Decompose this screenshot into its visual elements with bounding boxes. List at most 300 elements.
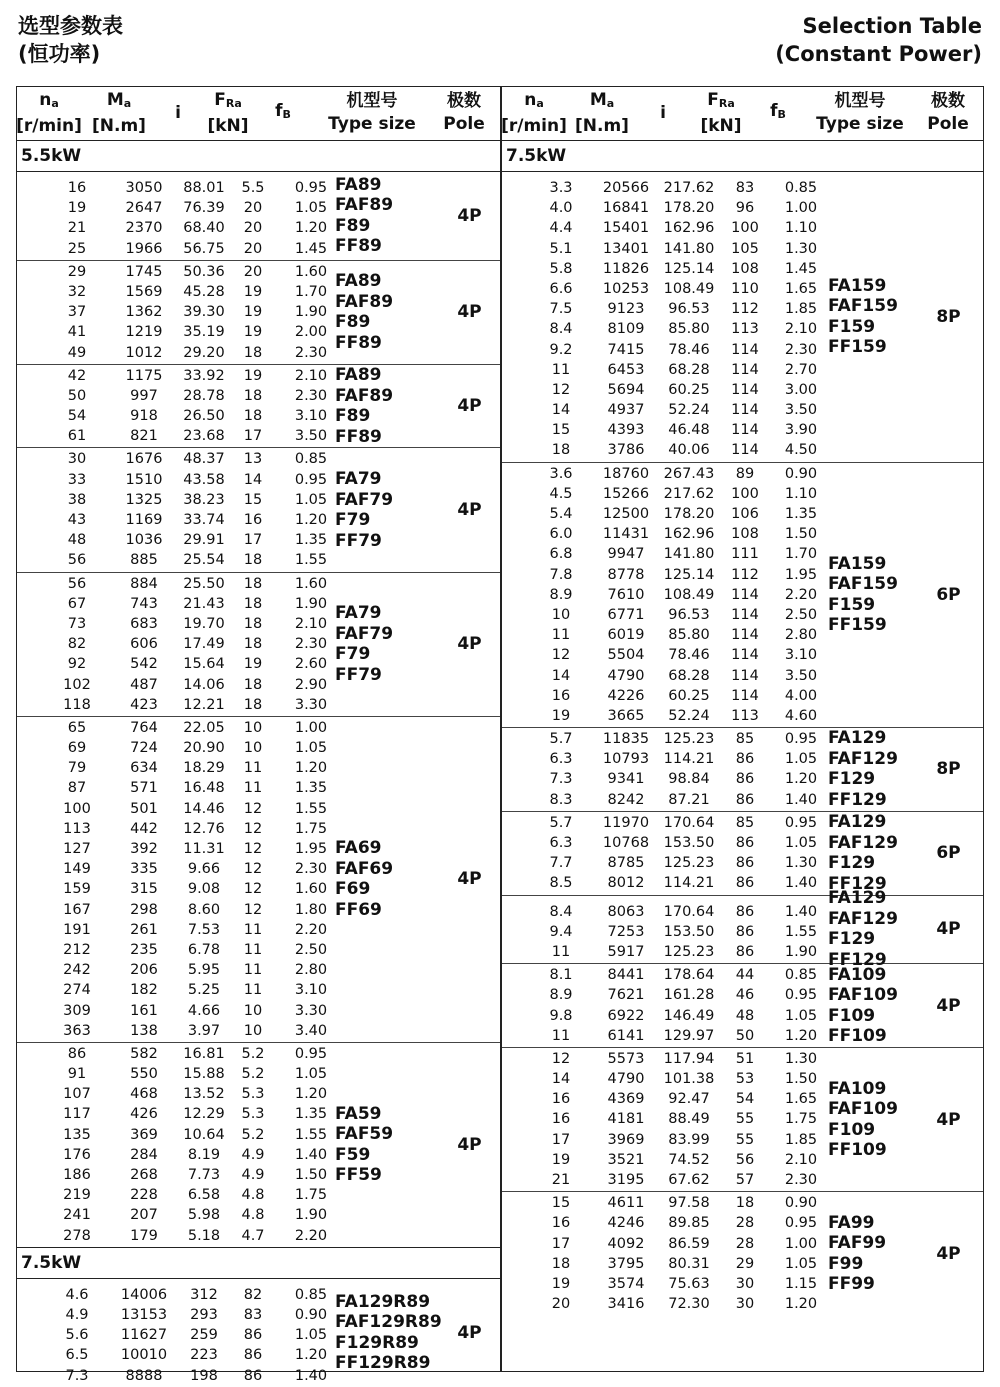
- speed-value: 21: [551, 1172, 571, 1188]
- ratio-value: 293: [190, 1306, 218, 1323]
- radial-load-value: 83: [735, 180, 755, 196]
- torque-value: 8063: [607, 903, 645, 920]
- service-factor-value: 3.40: [294, 1022, 328, 1039]
- type-size: FF129R89: [335, 1353, 431, 1374]
- type-size: FAF159: [828, 574, 898, 595]
- table-row: [17, 859, 500, 879]
- ratio-value: 217.62: [663, 180, 715, 196]
- col-ma-unit: [N.m]: [575, 115, 629, 136]
- model-group: [502, 1048, 983, 1192]
- torque-value: 6922: [607, 1007, 645, 1024]
- col-pole: [918, 86, 978, 140]
- ratio-value: 6.78: [187, 941, 221, 958]
- service-factor-value: 2.00: [294, 324, 328, 341]
- col-pole-label: [447, 90, 481, 113]
- service-factor-value: 1.90: [294, 595, 328, 612]
- torque-value: 298: [130, 901, 158, 918]
- radial-load-value: 100: [731, 485, 759, 502]
- table-row: [17, 920, 500, 940]
- ratio-value: 50.36: [183, 263, 225, 280]
- col-type: [322, 86, 422, 140]
- group-rows: [17, 718, 500, 1041]
- table-header: [17, 86, 500, 141]
- torque-value: 1966: [125, 240, 163, 257]
- service-factor-value: 1.00: [294, 719, 328, 736]
- torque-value: 542: [130, 656, 158, 673]
- service-factor-value: 2.90: [294, 676, 328, 693]
- ratio-value: 178.64: [663, 967, 715, 984]
- type-size-list: [335, 261, 393, 364]
- speed-value: 3.6: [549, 465, 573, 482]
- radial-load-value: 30: [735, 1275, 755, 1292]
- torque-value: 3050: [125, 180, 163, 196]
- table-row: [17, 343, 500, 363]
- torque-value: 182: [130, 982, 158, 999]
- radial-load-value: 51: [735, 1050, 755, 1067]
- torque-value: 442: [130, 820, 158, 837]
- speed-value: 16: [551, 1091, 571, 1108]
- table-row: [502, 218, 983, 238]
- pole-count: 4P: [936, 919, 961, 940]
- ratio-value: 33.74: [183, 512, 225, 528]
- torque-value: 4181: [607, 1111, 645, 1128]
- service-factor-value: 2.20: [294, 921, 328, 938]
- ratio-value: 38.23: [183, 491, 225, 508]
- torque-value: 161: [130, 1002, 158, 1019]
- radial-load-value: 114: [731, 687, 759, 704]
- table-row: [502, 1069, 983, 1089]
- type-size: F99: [828, 1253, 864, 1274]
- speed-value: 12: [551, 647, 571, 664]
- torque-value: 821: [130, 428, 158, 445]
- table-row: [17, 262, 500, 282]
- service-factor-value: 1.35: [294, 532, 328, 549]
- speed-value: 5.6: [65, 1327, 89, 1344]
- table-row: [502, 279, 983, 299]
- ratio-value: 56.75: [183, 240, 225, 257]
- service-factor-value: 1.65: [784, 280, 818, 297]
- col-fb-label: [770, 100, 786, 126]
- speed-value: 8.1: [549, 967, 573, 984]
- ratio-value: 92.47: [668, 1091, 710, 1108]
- col-type-label: [835, 90, 886, 113]
- type-size: FF109: [828, 1140, 887, 1161]
- table-row: [17, 1145, 500, 1165]
- speed-value: 6.6: [549, 280, 573, 297]
- ratio-value: 7.53: [187, 921, 221, 938]
- radial-load-value: 114: [731, 647, 759, 664]
- speed-value: 8.5: [549, 875, 573, 892]
- table-row: [17, 960, 500, 980]
- radial-load-value: 114: [731, 606, 759, 623]
- table-row: [17, 510, 500, 530]
- ratio-value: 162.96: [663, 526, 715, 543]
- ratio-value: 25.50: [183, 575, 225, 592]
- radial-load-value: 4.8: [241, 1207, 265, 1224]
- ratio-value: 312: [190, 1286, 218, 1303]
- torque-value: 4611: [607, 1195, 645, 1212]
- type-size-list: [335, 1279, 442, 1387]
- pole-count: 4P: [457, 1322, 482, 1343]
- type-size: FF129: [828, 873, 887, 894]
- radial-load-value: 12: [243, 861, 263, 878]
- table-row: [502, 360, 983, 380]
- table-row: [502, 1254, 983, 1274]
- torque-value: 5573: [607, 1050, 645, 1067]
- service-factor-value: 4.50: [784, 442, 818, 459]
- speed-value: 16: [551, 687, 571, 704]
- radial-load-value: 86: [735, 923, 755, 940]
- ratio-value: 125.23: [663, 731, 715, 748]
- col-fra: [695, 86, 747, 140]
- service-factor-value: 1.55: [784, 923, 818, 940]
- table-row: [502, 565, 983, 585]
- torque-value: 11970: [602, 814, 650, 831]
- table-row: [17, 1226, 500, 1246]
- speed-value: 92: [67, 656, 87, 673]
- radial-load-value: 12: [243, 800, 263, 817]
- torque-value: 764: [130, 719, 158, 736]
- table-row: [17, 282, 500, 302]
- radial-load-value: 46: [735, 987, 755, 1004]
- radial-load-value: 18: [243, 408, 263, 425]
- table-row: [17, 550, 500, 570]
- table-row: [502, 833, 983, 853]
- group-rows: [502, 464, 983, 726]
- radial-load-value: 12: [243, 820, 263, 837]
- service-factor-value: 1.95: [784, 566, 818, 583]
- table-row: [17, 406, 500, 426]
- col-fb-symbol: f: [275, 101, 283, 121]
- torque-value: 268: [130, 1167, 158, 1183]
- type-size: F159: [828, 594, 876, 615]
- speed-value: 91: [67, 1066, 87, 1083]
- service-factor-value: 1.45: [784, 260, 818, 277]
- table-row: [17, 695, 500, 715]
- service-factor-value: 1.70: [784, 546, 818, 563]
- speed-value: 61: [67, 428, 87, 445]
- col-na-symbol: n: [524, 89, 537, 110]
- torque-value: 6019: [607, 627, 645, 644]
- ratio-value: 25.54: [183, 552, 225, 569]
- service-factor-value: 1.50: [294, 1167, 328, 1183]
- radial-load-value: 86: [735, 875, 755, 892]
- radial-load-value: 20: [243, 220, 263, 237]
- pole-count: 4P: [936, 1109, 961, 1130]
- speed-value: 4.5: [549, 485, 573, 502]
- col-ratio-label: [660, 102, 666, 125]
- service-factor-value: 3.50: [784, 402, 818, 419]
- model-group: [17, 1279, 500, 1387]
- speed-value: 19: [551, 1151, 571, 1168]
- service-factor-value: 1.05: [784, 751, 818, 768]
- col-ma-subscript: a: [123, 96, 132, 110]
- speed-value: 113: [63, 820, 91, 837]
- service-factor-value: 1.30: [784, 240, 818, 257]
- pole-count: 4P: [457, 869, 482, 890]
- speed-value: 12: [551, 1050, 571, 1067]
- table-row: [17, 1205, 500, 1225]
- radial-load-value: 112: [731, 566, 759, 583]
- speed-value: 8.9: [549, 987, 573, 1004]
- radial-load-value: 18: [243, 387, 263, 404]
- ratio-value: 88.49: [668, 1111, 710, 1128]
- table-row: [502, 645, 983, 665]
- service-factor-value: 1.50: [784, 1071, 818, 1088]
- speed-value: 30: [67, 451, 87, 468]
- col-fra-unit: [kN]: [700, 115, 742, 136]
- ratio-value: 60.25: [668, 381, 710, 398]
- ratio-value: 74.52: [668, 1151, 710, 1168]
- col-pole: [432, 86, 496, 140]
- service-factor-value: 1.75: [294, 1187, 328, 1204]
- torque-value: 15266: [602, 485, 650, 502]
- ratio-value: 125.23: [663, 943, 715, 960]
- torque-value: 918: [130, 408, 158, 425]
- torque-value: 6141: [607, 1027, 645, 1044]
- speed-value: 69: [67, 740, 87, 757]
- radial-load-value: 5.2: [241, 1126, 265, 1143]
- speed-value: 14: [551, 1071, 571, 1088]
- type-size: FA159: [828, 275, 887, 296]
- radial-load-value: 10: [243, 1002, 263, 1019]
- ratio-value: 153.50: [663, 923, 715, 940]
- torque-value: 3195: [607, 1172, 645, 1188]
- ratio-value: 46.48: [668, 422, 710, 439]
- torque-value: 261: [130, 921, 158, 938]
- service-factor-value: 1.60: [294, 263, 328, 280]
- torque-value: 1569: [125, 283, 163, 300]
- ratio-value: 7.73: [187, 1167, 221, 1183]
- speed-value: 15: [551, 1195, 571, 1212]
- ratio-value: 129.97: [663, 1027, 715, 1044]
- service-factor-value: 4.00: [784, 687, 818, 704]
- ratio-value: 97.58: [668, 1195, 710, 1212]
- ratio-value: 146.49: [663, 1007, 715, 1024]
- col-fra-unit: [kN]: [207, 115, 249, 136]
- col-type-label: [347, 90, 398, 113]
- torque-value: 4246: [607, 1215, 645, 1232]
- radial-load-value: 48: [735, 1007, 755, 1024]
- speed-value: 4.4: [549, 220, 573, 237]
- ratio-value: 88.01: [183, 180, 225, 196]
- table-row: [502, 504, 983, 524]
- type-size: FA89: [335, 271, 382, 292]
- service-factor-value: 0.85: [784, 967, 818, 984]
- speed-value: 159: [63, 881, 91, 898]
- torque-value: 1510: [125, 471, 163, 488]
- col-na: [502, 86, 566, 140]
- table-row: [17, 940, 500, 960]
- type-size-list: [828, 812, 898, 895]
- col-ratio-symbol: i: [175, 102, 181, 123]
- ratio-value: 198: [190, 1367, 218, 1384]
- speed-value: 3.3: [549, 180, 573, 196]
- type-size: FF89: [335, 332, 382, 353]
- ratio-value: 12.29: [183, 1106, 225, 1123]
- table-row: [17, 530, 500, 550]
- col-fra: [202, 86, 254, 140]
- header-en: [775, 12, 982, 68]
- radial-load-value: 11: [243, 760, 263, 777]
- type-size: FAF69: [335, 858, 394, 879]
- service-factor-value: 2.80: [294, 962, 328, 979]
- torque-value: 9341: [607, 771, 645, 788]
- service-factor-value: 1.20: [294, 220, 328, 237]
- model-group: [502, 964, 983, 1048]
- ratio-value: 78.46: [668, 647, 710, 664]
- service-factor-value: 0.95: [784, 987, 818, 1004]
- service-factor-value: 1.05: [294, 1066, 328, 1083]
- speed-value: 8.3: [549, 791, 573, 808]
- title-cn: 选型参数表: [18, 14, 123, 38]
- radial-load-value: 105: [731, 240, 759, 257]
- ratio-value: 33.92: [183, 367, 225, 384]
- pole-count: 4P: [936, 1243, 961, 1264]
- service-factor-value: 1.20: [294, 512, 328, 528]
- torque-value: 4790: [607, 667, 645, 684]
- radial-load-value: 112: [731, 301, 759, 318]
- ratio-value: 170.64: [663, 814, 715, 831]
- ratio-value: 15.64: [183, 656, 225, 673]
- type-size: FF79: [335, 530, 382, 551]
- type-size: FA129: [828, 888, 887, 909]
- table-row: [17, 879, 500, 899]
- speed-value: 274: [63, 982, 91, 999]
- ratio-value: 98.84: [668, 771, 710, 788]
- radial-load-value: 113: [731, 321, 759, 338]
- table-row: [502, 299, 983, 319]
- torque-value: 5917: [607, 943, 645, 960]
- speed-value: 107: [63, 1086, 91, 1103]
- radial-load-value: 55: [735, 1111, 755, 1128]
- speed-value: 242: [63, 962, 91, 979]
- ratio-value: 170.64: [663, 903, 715, 920]
- radial-load-value: 86: [735, 835, 755, 851]
- table-row: [502, 544, 983, 564]
- radial-load-value: 83: [243, 1306, 263, 1323]
- speed-value: 43: [67, 512, 87, 528]
- service-factor-value: 0.95: [784, 814, 818, 831]
- radial-load-value: 86: [735, 903, 755, 920]
- torque-value: 10010: [120, 1347, 168, 1364]
- speed-value: 12: [551, 381, 571, 398]
- table-row: [502, 524, 983, 544]
- radial-load-value: 86: [243, 1327, 263, 1344]
- speed-value: 9.8: [549, 1007, 573, 1024]
- ratio-value: 52.24: [668, 402, 710, 419]
- col-ma-subscript: a: [606, 96, 615, 110]
- pole-count: 4P: [457, 396, 482, 417]
- ratio-value: 18.29: [183, 760, 225, 777]
- type-size: FF89: [335, 426, 382, 447]
- service-factor-value: 1.90: [784, 943, 818, 960]
- torque-value: 3795: [607, 1255, 645, 1272]
- service-factor-value: 1.50: [784, 526, 818, 543]
- radial-load-value: 108: [731, 526, 759, 543]
- service-factor-value: 1.55: [294, 800, 328, 817]
- radial-load-value: 82: [243, 1286, 263, 1303]
- table-row: [502, 1006, 983, 1026]
- torque-value: 10793: [602, 751, 650, 768]
- radial-load-value: 56: [735, 1151, 755, 1168]
- ratio-value: 52.24: [668, 707, 710, 724]
- radial-load-value: 5.2: [241, 1066, 265, 1083]
- radial-load-value: 114: [731, 422, 759, 439]
- radial-load-value: 53: [735, 1071, 755, 1088]
- radial-load-value: 86: [735, 771, 755, 788]
- service-factor-value: 3.10: [294, 982, 328, 999]
- table-row: [502, 484, 983, 504]
- service-factor-value: 1.90: [294, 304, 328, 321]
- torque-value: 3665: [607, 707, 645, 724]
- ratio-value: 6.58: [187, 1187, 221, 1204]
- col-ma-label: [107, 89, 131, 115]
- radial-load-value: 5.3: [241, 1106, 265, 1123]
- ratio-value: 22.05: [183, 719, 225, 736]
- speed-value: 79: [67, 760, 87, 777]
- torque-value: 4393: [607, 422, 645, 439]
- radial-load-value: 19: [243, 324, 263, 341]
- ratio-value: 101.38: [663, 1071, 715, 1088]
- group-rows: [502, 1193, 983, 1314]
- subtitle-en: (Constant Power): [775, 42, 982, 66]
- type-size: FA69: [335, 838, 382, 859]
- service-factor-value: 3.30: [294, 1002, 328, 1019]
- radial-load-value: 5.3: [241, 1086, 265, 1103]
- pole-count: 4P: [936, 995, 961, 1016]
- torque-value: 884: [130, 575, 158, 592]
- group-rows: [17, 449, 500, 570]
- table-row: [502, 625, 983, 645]
- ratio-value: 39.30: [183, 304, 225, 321]
- ratio-value: 13.52: [183, 1086, 225, 1103]
- ratio-value: 21.43: [183, 595, 225, 612]
- torque-value: 5504: [607, 647, 645, 664]
- ratio-value: 5.98: [187, 1207, 221, 1224]
- radial-load-value: 19: [243, 656, 263, 673]
- type-size: F89: [335, 312, 371, 333]
- torque-value: 11835: [602, 731, 650, 748]
- speed-value: 7.3: [549, 771, 573, 788]
- ratio-value: 96.53: [668, 301, 710, 318]
- radial-load-value: 4.7: [241, 1227, 265, 1244]
- type-size: FF159: [828, 337, 887, 358]
- table-row: [502, 198, 983, 218]
- speed-value: 9.4: [549, 923, 573, 940]
- table-row: [17, 900, 500, 920]
- speed-value: 8.4: [549, 321, 573, 338]
- table-row: [17, 198, 500, 218]
- ratio-value: 125.14: [663, 260, 715, 277]
- speed-value: 11: [551, 1027, 571, 1044]
- torque-value: 2370: [125, 220, 163, 237]
- speed-value: 6.5: [65, 1347, 89, 1364]
- radial-load-value: 19: [243, 283, 263, 300]
- torque-value: 1362: [125, 304, 163, 321]
- radial-load-value: 114: [731, 586, 759, 603]
- type-size: FF109: [828, 1026, 887, 1046]
- table-row: [502, 1089, 983, 1109]
- speed-value: 25: [67, 240, 87, 257]
- torque-value: 3786: [607, 442, 645, 459]
- speed-value: 127: [63, 841, 91, 857]
- type-size-list: [335, 365, 393, 448]
- ratio-value: 9.66: [187, 861, 221, 878]
- col-fb-subscript: B: [282, 108, 291, 121]
- table-row: [17, 675, 500, 695]
- radial-load-value: 17: [243, 532, 263, 549]
